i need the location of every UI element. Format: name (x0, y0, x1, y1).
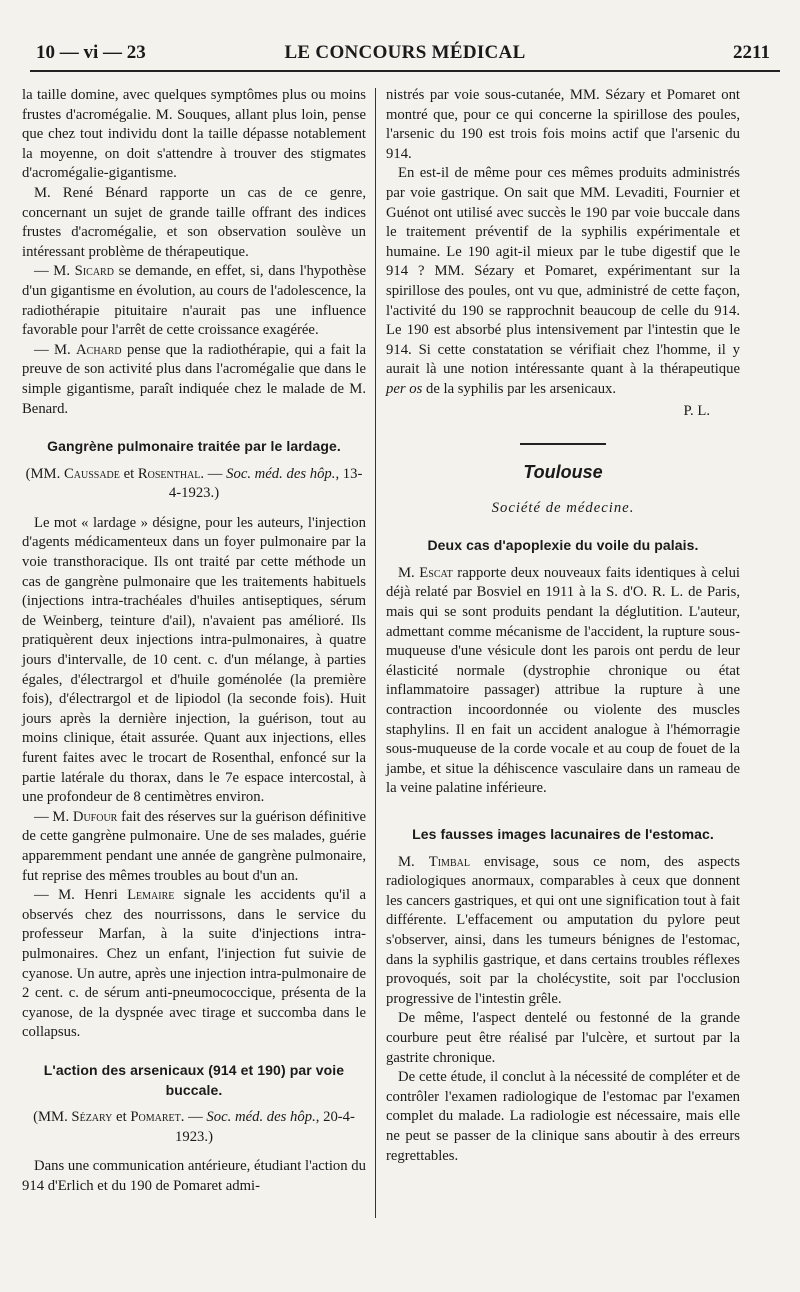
arsenicaux-title: L'action des arsenicaux (914 et 190) par voie buccale. (43, 1061, 345, 1098)
author-sicard: Sicard (74, 263, 114, 280)
author-escat: Escat (419, 564, 453, 581)
author-lemaire: Lemaire (127, 887, 175, 904)
page-number: 2211 (733, 42, 770, 63)
arsenicaux-ref-and: et (112, 1109, 131, 1126)
author-achard: Achard (76, 341, 122, 358)
achard-prefix: — M. (34, 341, 77, 358)
arsenicaux-ref-date: , 20-4-1923.) (175, 1109, 355, 1145)
lemaire-paragraph (22, 886, 366, 1043)
dufour-paragraph (22, 808, 366, 886)
lacunaires-title: Les fausses images lacunaires de l'estomac. (412, 826, 714, 842)
gangrene-ref-dash: . — (200, 465, 227, 482)
sicard-prefix: — M. (34, 263, 75, 280)
apoplexie-title: Deux cas d'apoplexie du voile du palais. (427, 537, 699, 554)
author-sezary: Sézary (71, 1109, 113, 1126)
gangrene-paragraph-1: Le mot « lardage » désigne, pour les auteurs, l'injection d'agents médicamenteux dans un foyer pulmonaire par la voie transthoracique. Ils ont traité par cette méthode un cas de gangrène pulmonaire que les traitements habituels (injections intra-trachéales d'huiles antiseptiques, sérum de Weinberg, teinture d'ail), n'avaient pas amélioré. Ils pratiquèrent deux injections intra-pulmonaires, à quatre jours d'intervalle, de 10 cent. c. d'un mélange, à parties égales, d'électrargol et d'huile goménolée (la première fois), d'électrargol et de lipiodol (la seconde fois). Huit jours après la dernière injection, la guérison, tout au moins clinique, était assurée. Quant aux injections, elles furent faites avec le trocart de Rosenthal, enfoncé sur la partie latérale du thorax, dans le 7e espace intercostal, à une profondeur de 8 centimètres environ. (22, 514, 366, 806)
achard-text: pense que la radiothérapie, qui a fait la preuve de son activité plus dans l'acromégalie que dans le simple gigantisme, paraît indiquée chez le malade de M. Benard. (22, 341, 366, 417)
society-heading: Société de médecine. (491, 499, 635, 516)
lacunaires-prefix: M. (398, 853, 429, 870)
arsenicaux-reference (22, 1108, 366, 1147)
arsenicaux-paragraph-2 (386, 164, 740, 399)
gangrene-title: Gangrène pulmonaire traitée par le lardage. (47, 438, 341, 455)
city-heading: Toulouse (523, 462, 603, 483)
right-column (386, 86, 740, 1166)
lacunaires-paragraph-2: De même, l'aspect dentelé ou festonné de la grande courbure peut être réalisé par l'ulcère, et surtout par la gastrite chronique. (386, 1010, 740, 1066)
author-timbal: Timbal (428, 853, 470, 870)
journal-title: LE CONCOURS MÉDICAL (284, 42, 526, 63)
sicard-paragraph (22, 262, 366, 340)
arsenicaux-p2-text: En est-il de même pour ces mêmes produits administrés par voie gastrique. On sait que MM. Levaditi, Fournier et Guénot ont utilisé avec succès le 190 par voie buccale dans le traitement préventif de la syphilis expérimentale et humaine. Le 190 agit-il mieux par le tube digestif que le 914 ? MM. Sézary et Pomaret, expérimentant sur la spirillose des poules, ont vu que, administré de cette façon, l'activité du 190 se rapprochnit beaucoup de celle du 914. Le 190 est absorbé plus intensivement par l'intestin que le 914. Si cette constatation se vérifiait chez l'homme, il y aurait là une notion intéressante quant à la thérapeutique (386, 165, 740, 378)
per-os: per os (386, 380, 423, 397)
lacunaires-paragraph-1 (386, 853, 740, 1010)
gangrene-source: Soc. méd. des hôp. (226, 465, 336, 482)
lemaire-prefix: — M. Henri (34, 887, 128, 904)
sicard-text: se demande, en effet, si, dans l'hypothèse d'un gigantisme en évolution, au cours de l'adolescence, la radiothérapie pituitaire n'aurait pas une influence favorable pour l'arrêt de cette croissance exagérée. (22, 263, 367, 339)
column-divider (375, 88, 376, 1218)
gangrene-reference (22, 465, 366, 504)
issue-date: 10 — vi — 23 (36, 42, 146, 63)
arsenicaux-continuation: nistrés par voie sous-cutanée, MM. Sézary et Pomaret ont montré que, pour ce qui concerne la spirillose des poules, l'arsenic du 190 est trois fois moins actif que l'arsenic du 914. (386, 87, 740, 162)
signature: P. L. (683, 402, 710, 419)
page-header (30, 40, 780, 72)
dufour-text: fait des réserves sur la guérison définitive de cette gangrène pulmonaire. Une de ses malades, guérie apparemment pendant une année de gangrène pulmonaire, fut reprise des mêmes troubles au bout d'un an. (22, 808, 366, 884)
gangrene-ref-and: et (119, 465, 138, 482)
arsenicaux-p2-end: de la syphilis par les arsenicaux. (422, 380, 617, 397)
left-column (22, 86, 366, 1196)
author-dufour: Dufour (72, 808, 118, 825)
apoplexie-text: rapporte deux nouveaux faits identiques à celui déjà relaté par Bosviel en 1911 à la S. d'O. R. L. de Paris, mais qui se sont produits pendant la déglutition. L'auteur, admettant comme mécanisme de l'accident, la rupture sous-muqueuse d'une vésicule dont les parois ont perdu de leur élasticité normale (dystrophie chronique ou état inflammatoire passager) attribue la rupture à une contraction incoordonnée ou violente des muscles staphylins. Il en fait un accident analogue à l'hémorragie sous-muqueuse de la corde vocale et au coup de fouet de la jambe, et situe la déhiscence vasculaire dans un rameau de la veine palatine inférieure. (386, 564, 740, 797)
arsenicaux-source: Soc. méd. des hôp. (206, 1109, 316, 1126)
achard-paragraph (22, 341, 366, 419)
dufour-prefix: — M. (34, 808, 73, 825)
intro-paragraph-1: la taille domine, avec quelques symptômes plus ou moins frustes d'acromégalie. M. Souques, allant plus loin, pense que chez tout individu dont la taille dépasse notablement la moyenne, on doit s'attendre à trouver des stigmates d'acromégalie-gigantisme. (22, 87, 366, 182)
intro-paragraph-2: M. René Bénard rapporte un cas de ce genre, concernant un sujet de grande taille offrant des indices frustes d'acromégalie, et son observation soulève un intéressant problème de thérapeutique. (22, 184, 366, 260)
section-divider (520, 443, 606, 445)
lacunaires-text: envisage, sous ce nom, des aspects radiologiques anormaux, comparables à ceux que donnent les cancers gastriques, et qui ont une signification tout à fait différente. L'effacement ou amputation du pylore peut s'observer, ainsi, dans les tumeurs bénignes de l'estomac, dans la syphilis gastrique, et dans certains troubles réflexes provoqués, soit par la cholécystite, soit par l'occlusion progressive de l'intestin grêle. (386, 853, 740, 1007)
arsenicaux-paragraph-1: Dans une communication antérieure, étudiant l'action du 914 d'Erlich et du 190 de Pomaret admi- (22, 1158, 366, 1194)
author-caussade: Caussade (63, 465, 120, 482)
apoplexie-paragraph (386, 564, 740, 799)
author-rosenthal: Rosenthal (137, 465, 201, 482)
gangrene-ref-open: (MM. (25, 465, 64, 482)
lacunaires-paragraph-3: De cette étude, il conclut à la nécessité de compléter et de contrôler l'examen radiologique de l'estomac par l'examen complet du malade. La radiologie est nécessaire, mais elle ne peut se passer de la clinique sans aboutir à des erreurs regrettables. (386, 1069, 740, 1164)
arsenicaux-ref-open: (MM. (33, 1109, 72, 1126)
author-pomaret: Pomaret (130, 1109, 181, 1126)
arsenicaux-ref-dash: . — (180, 1109, 207, 1126)
gangrene-ref-date: , 13-4-1923.) (168, 465, 363, 502)
lemaire-text: signale les accidents qu'il a observés chez des nourrissons, dans le service du professeur Marfan, à la suite d'injections intra-pulmonaires. Chez un enfant, l'injection fut suivie de cyanose. Un autre, après une injection intra-pulmonaire de 2 cent. c. de sérum anti-pneumococcique, présenta de la cyanose, de la dyspnée avec tirage et succomba dans le collapsus. (22, 887, 366, 1041)
apoplexie-prefix: M. (398, 564, 420, 581)
